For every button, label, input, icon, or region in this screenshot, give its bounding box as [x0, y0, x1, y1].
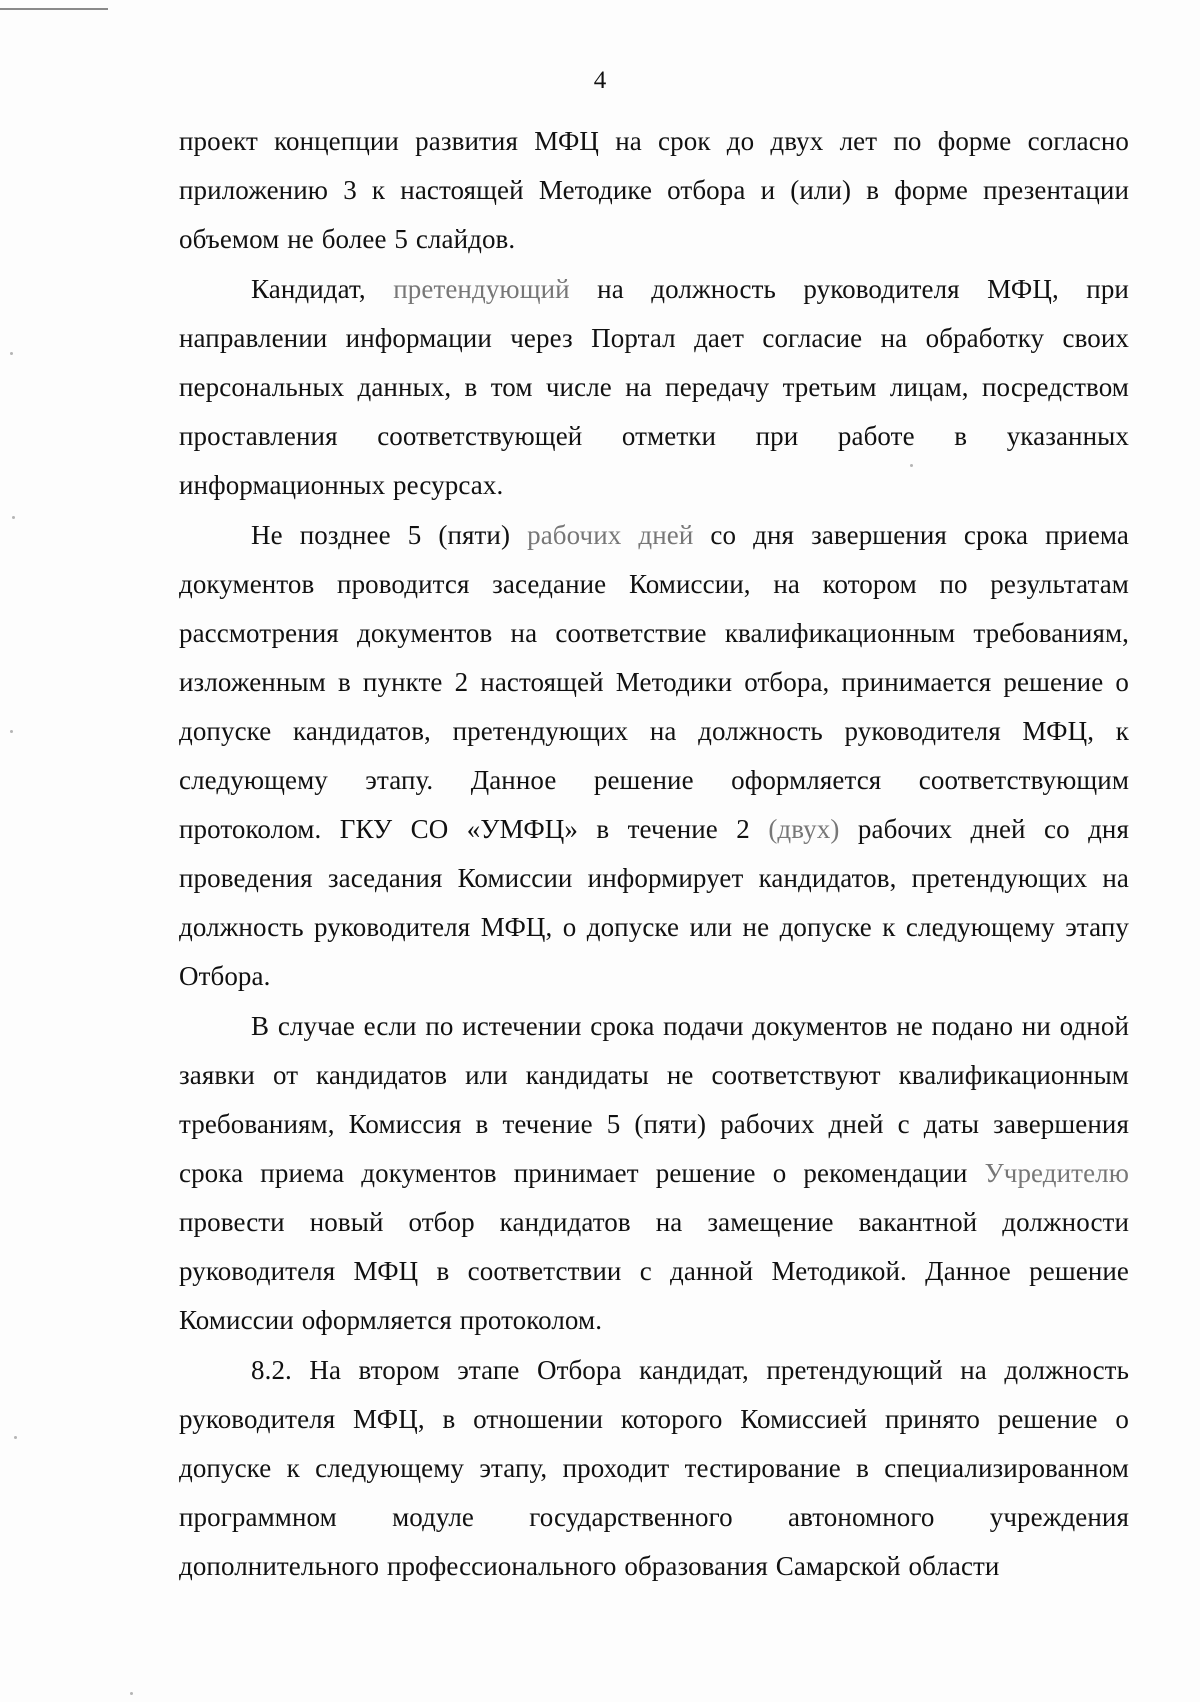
paragraph-5 [179, 1346, 1129, 1591]
document-body [179, 117, 1129, 1592]
page-number: 4 [593, 67, 607, 94]
scan-speck [10, 352, 13, 355]
text-fragment: Кандидат, [251, 274, 394, 304]
text-fragment: проект концепции развития МФЦ на срок до двух лет по форме согласно приложению 3 к настоящей Методике отбора и (или) в форме презентации объемом не более 5 слайдов. [179, 126, 1129, 254]
text-fragment: со дня завершения срока приема документов проводится заседание Комиссии, на котором по результатам рассмотрения документов на соответствие квалификационным требованиям, изложенным в пункте 2 настоящей Методики отбора, принимается решение о допуске кандидатов, претендующих на должность руководителя МФЦ, к следующему этапу. Данное решение оформляется соответствующим протоколом. ГКУ СО «УМФЦ» в течение 2 [179, 520, 1130, 844]
paragraph-1 [179, 117, 1129, 264]
text-fragment: на должность руководителя МФЦ, при направлении информации через Портал дает согласие на обработку своих персональных данных, в том числе на передачу третьим лицам, посредством проставления соответствующей отметки при работе в указанных информационных ресурсах. [179, 274, 1129, 500]
text-fragment: рабочих дней со дня проведения заседания Комиссии информирует кандидатов, претендующих на должность руководителя МФЦ, о допуске или не допуске к следующему этапу Отбора. [179, 814, 1129, 991]
scan-speck [10, 730, 13, 733]
text-fragment: Не позднее 5 (пяти) [251, 520, 528, 550]
faded-text-fragment: Учредителю [984, 1158, 1129, 1188]
text-fragment: В случае если по истечении срока подачи документов не подано ни одной заявки от кандидатов или кандидаты не соответствуют квалификационным требованиям, Комиссия в течение 5 (пяти) рабочих дней с даты завершения срока приема документов принимает решение о рекомендации [179, 1011, 1129, 1188]
scan-speck [12, 516, 15, 519]
faded-text-fragment: (двух) [768, 814, 840, 844]
paragraph-3 [179, 511, 1129, 1001]
faded-text-fragment: рабочих дней [527, 520, 694, 550]
scan-speck [14, 1436, 17, 1439]
paragraph-4 [179, 1002, 1129, 1345]
scan-speck [130, 1692, 133, 1695]
faded-text-fragment: претендующий [393, 274, 570, 304]
paragraph-2 [179, 265, 1129, 510]
text-fragment: 8.2. На втором этапе Отбора кандидат, претендующий на должность руководителя МФЦ, в отношении которого Комиссией принято решение о допуске к следующему этапу, проходит тестирование в специализированном программном модуле государственного автономного учреждения дополнительного профессионального образования Самарской области [179, 1355, 1129, 1581]
text-fragment: провести новый отбор кандидатов на замещение вакантной должности руководителя МФЦ в соответствии с данной Методикой. Данное решение Комиссии оформляется протоколом. [179, 1207, 1129, 1335]
scan-edge-line [0, 8, 108, 10]
